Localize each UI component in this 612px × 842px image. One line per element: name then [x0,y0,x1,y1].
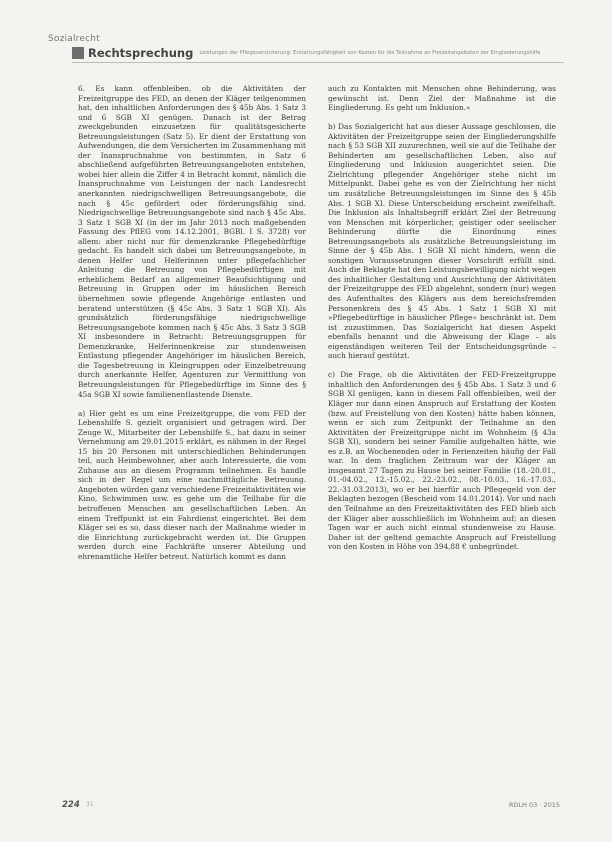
paragraph: auch zu Kontakten mit Menschen ohne Behinderung, was gewünscht ist. Denn Ziel der Maßnahme ist die Eingliederung. Es geht um Inklusion.« [328,84,556,113]
header-subtitle: Leistungen der Pflegeversicherung: Erstattungsfähigkeit von Kosten für die Teilnahme an Freizeitangeboten der Eingliederungshilfe [199,50,541,56]
page-header [88,46,564,60]
paragraph: c) Die Frage, ob die Aktivitäten der FED-Freizeitgruppe inhaltlich den Anforderungen des § 45b Abs. 1 Satz 3 und 6 SGB XI genügen, kann in diesem Fall offenbleiben, weil der Kläger nur dann einen Anspruch auf Erstattung der Kosten (bzw. auf Freistellung von den Kosten) hätte haben können, wenn er sich zum Zeitpunkt der Teilnahme an den Aktivitäten der Freizeitgruppe nicht im Wohnheim (§ 43a SGB XI), sondern bei seiner Familie aufgehalten hätte, wie es z.B. an Wochenenden oder in Ferienzeiten häufig der Fall war. In dem fraglichen Zeitraum war der Kläger an insgesamt 27 Tagen zu Hause bei seiner Familie (18.-20.01., 01.-04.02., 12.-15.02., 22.-23.02., 08.-10.03., 16.-17.03., 22.-31.03.2013), wo er bei hierfür auch Pflegegeld von der Beklagten bezogen (Bescheid vom 14.01.2014). Vor und nach den Teilnahme an den Freizeitaktivitäten des FED blieb sich der Kläger aber ausschließlich im Wohnheim auf; an diesen Tagen war er auch nicht einmal stundenweise zu Hause. Daher ist der geltend gemachte Anspruch auf Freistellung von den Kosten in Höhe von 394,88 € unbegründet. [328,370,556,552]
right-column [328,84,556,561]
header-title: Rechtsprechung [88,46,194,60]
paragraph: 6. Es kann offenbleiben, ob die Aktivitäten der Freizeitgruppe des FED, an denen der Kläger teilgenommen hat, den inhaltlichen Anforderungen des § 45b Abs. 1 Satz 3 und 6 SGB XI genügen. Danach ist der Betrag zweckgebunden einzusetzen für qualitätsgesicherte Betreuungsleistungen (Satz 5). Er dient der Erstattung von Aufwendungen, die dem Versicherten im Zusammenhang mit der Inanspruchnahme von bestimmten, in Satz 6 abschließend aufgeführten Betreuungsangeboten entstehen, wobei hier allein die Ziffer 4 in Betracht kommt, nämlich die Inanspruchnahme von Leistungen der nach Landesrecht anerkannten niedrigschwelligen Betreuungsangebote, die nach § 45c gefördert oder förderungsfähig sind. Niedrigschwellige Betreuungsangebote sind nach § 45c Abs. 3 Satz 1 SGB XI (in der im Jahr 2013 noch maßgebenden Fassung des PflEG vom 14.12.2001, BGBl. I S. 3728) vor allem: aber nicht nur für demenzkranke Pflegebedürftige gedacht. Es handelt sich dabei um Betreuungsangebote, in denen Helfer und Helferinnen unter pflegefachlicher Anleitung die Betreuung von Pflegebedürftigen mit erheblichem Bedarf an allgemeiner Beaufsichtigung und Betreuung in Gruppen oder im häuslichen Bereich übernehmen sowie pflegende Angehörige entlasten und beratend unterstützen (§ 45c Abs. 3 Satz 1 SGB XI). Als grundsätzlich förderungsfähige niedrigschwellige Betreuungsangebote kommen nach § 45c Abs. 3 Satz 3 SGB XI insbesondere in Betracht: Betreuungsgruppen für Demenzkranke, Helferinnenkreise zur stundenweisen Entlastung pflegender Angehöriger im häuslichen Bereich, die Tagesbetreuung in Kleingruppen oder Einzelbetreuung durch anerkannte Helfer, Agenturen zur Vermittlung von Betreuungsleistungen für Pflegebedürftige im Sinne des § 45a SGB XI sowie familienentlastende Dienste. [78,84,306,399]
header-rule [72,62,564,63]
paragraph: a) Hier geht es um eine Freizeitgruppe, die vom FED der Lebenshilfe S. gezielt organisiert und getragen wird. Der Zeuge W., Mitarbeiter der Lebenshilfe S., hat dazu in seiner Vernehmung am 29.01.2015 erklärt, es nähmen in der Regel 15 bis 20 Personen mit unterschiedlichen Behinderungen teil, auch Heimbewohner, aber auch Interessierte, die vom Zuhause aus an diesem Programm teilnehmen. Es handle sich in der Regel um eine nachmittägliche Betreuung. Angeboten würden ganz verschiedene Freizeitaktivitäten wie Kino, Schwimmen usw. es gehe um die Teilhabe für die betroffenen Menschen am gesellschaftlichen Leben. An einem Treffpunkt ist ein Fahrdienst eingerichtet. Bei dem Kläger sei es so, dass dieser nach der Maßnahme wieder in die Einrichtung zurückgebracht werden ist. Die Gruppen werden durch eine Fachkräfte unserer Abteilung und ehrenamtliche Helfer betreut. Natürlich kommt es dann [78,408,306,561]
journal-issue: RDLH 03 · 2015 [508,801,560,809]
left-column [78,84,306,571]
header-square-icon [72,47,84,59]
page-number: 224 [62,800,80,810]
section-label: Sozialrecht [48,34,100,44]
paragraph: b) Das Sozialgericht hat aus dieser Aussage geschlossen, die Aktivitäten der Freizeitgruppe seien der Eingliederungshilfe nach § 53 SGB XII zuzurechnen, weil sie auf die Teilhabe der Behinderten am gesellschaftlichen Leben, also auf Eingliederung und Inklusion ausgerichtet seien. Die Zielrichtung pflegender Angehöriger stehe nicht im Mittelpunkt. Dabei gehe es von der Zielrichtung her nicht um zusätzliche Betreuungsleistungen im Sinne des § 45b Abs. 1 SGB XI. Diese Unterscheidung erscheint zweifelhaft. Die Inklusion als Inhaltsbegriff erklärt Ziel der Betreuung von Menschen mit körperlicher, geistiger oder seelischer Behinderung dürfte die Einordnung eines Betreuungsangebots als zusätzliche Betreuungsleistung im Sinne der § 45b Abs. 1 SGB XI nicht hindern, wenn die sonstigen Voraussetzungen dieser Vorschrift erfüllt sind. Auch die Beklagte hat den Leistungsbewilligung nicht wegen des inhaltlicher Gestaltung und Ausrichtung der Aktivitäten der Freizeitgruppe des FED abgelehnt, sondern (nur) wegen des Aufenthaltes des Klägers aus dem bereichsfremden Personenkreis des § 45 Abs. 1 Satz 1 SGB XI mit »Pflegebedürftige in häuslicher Pflege« beschränkt ist. Dem ist zuzustimmen. Das Sozialgericht hat diesen Aspekt ebenfalls benannt und die Abweisung der Klage – als eigenständigen weiteren Teil der Entscheidungsgründe – auch hierauf gestützt. [328,122,556,361]
footer-mark: 31 [86,801,94,808]
